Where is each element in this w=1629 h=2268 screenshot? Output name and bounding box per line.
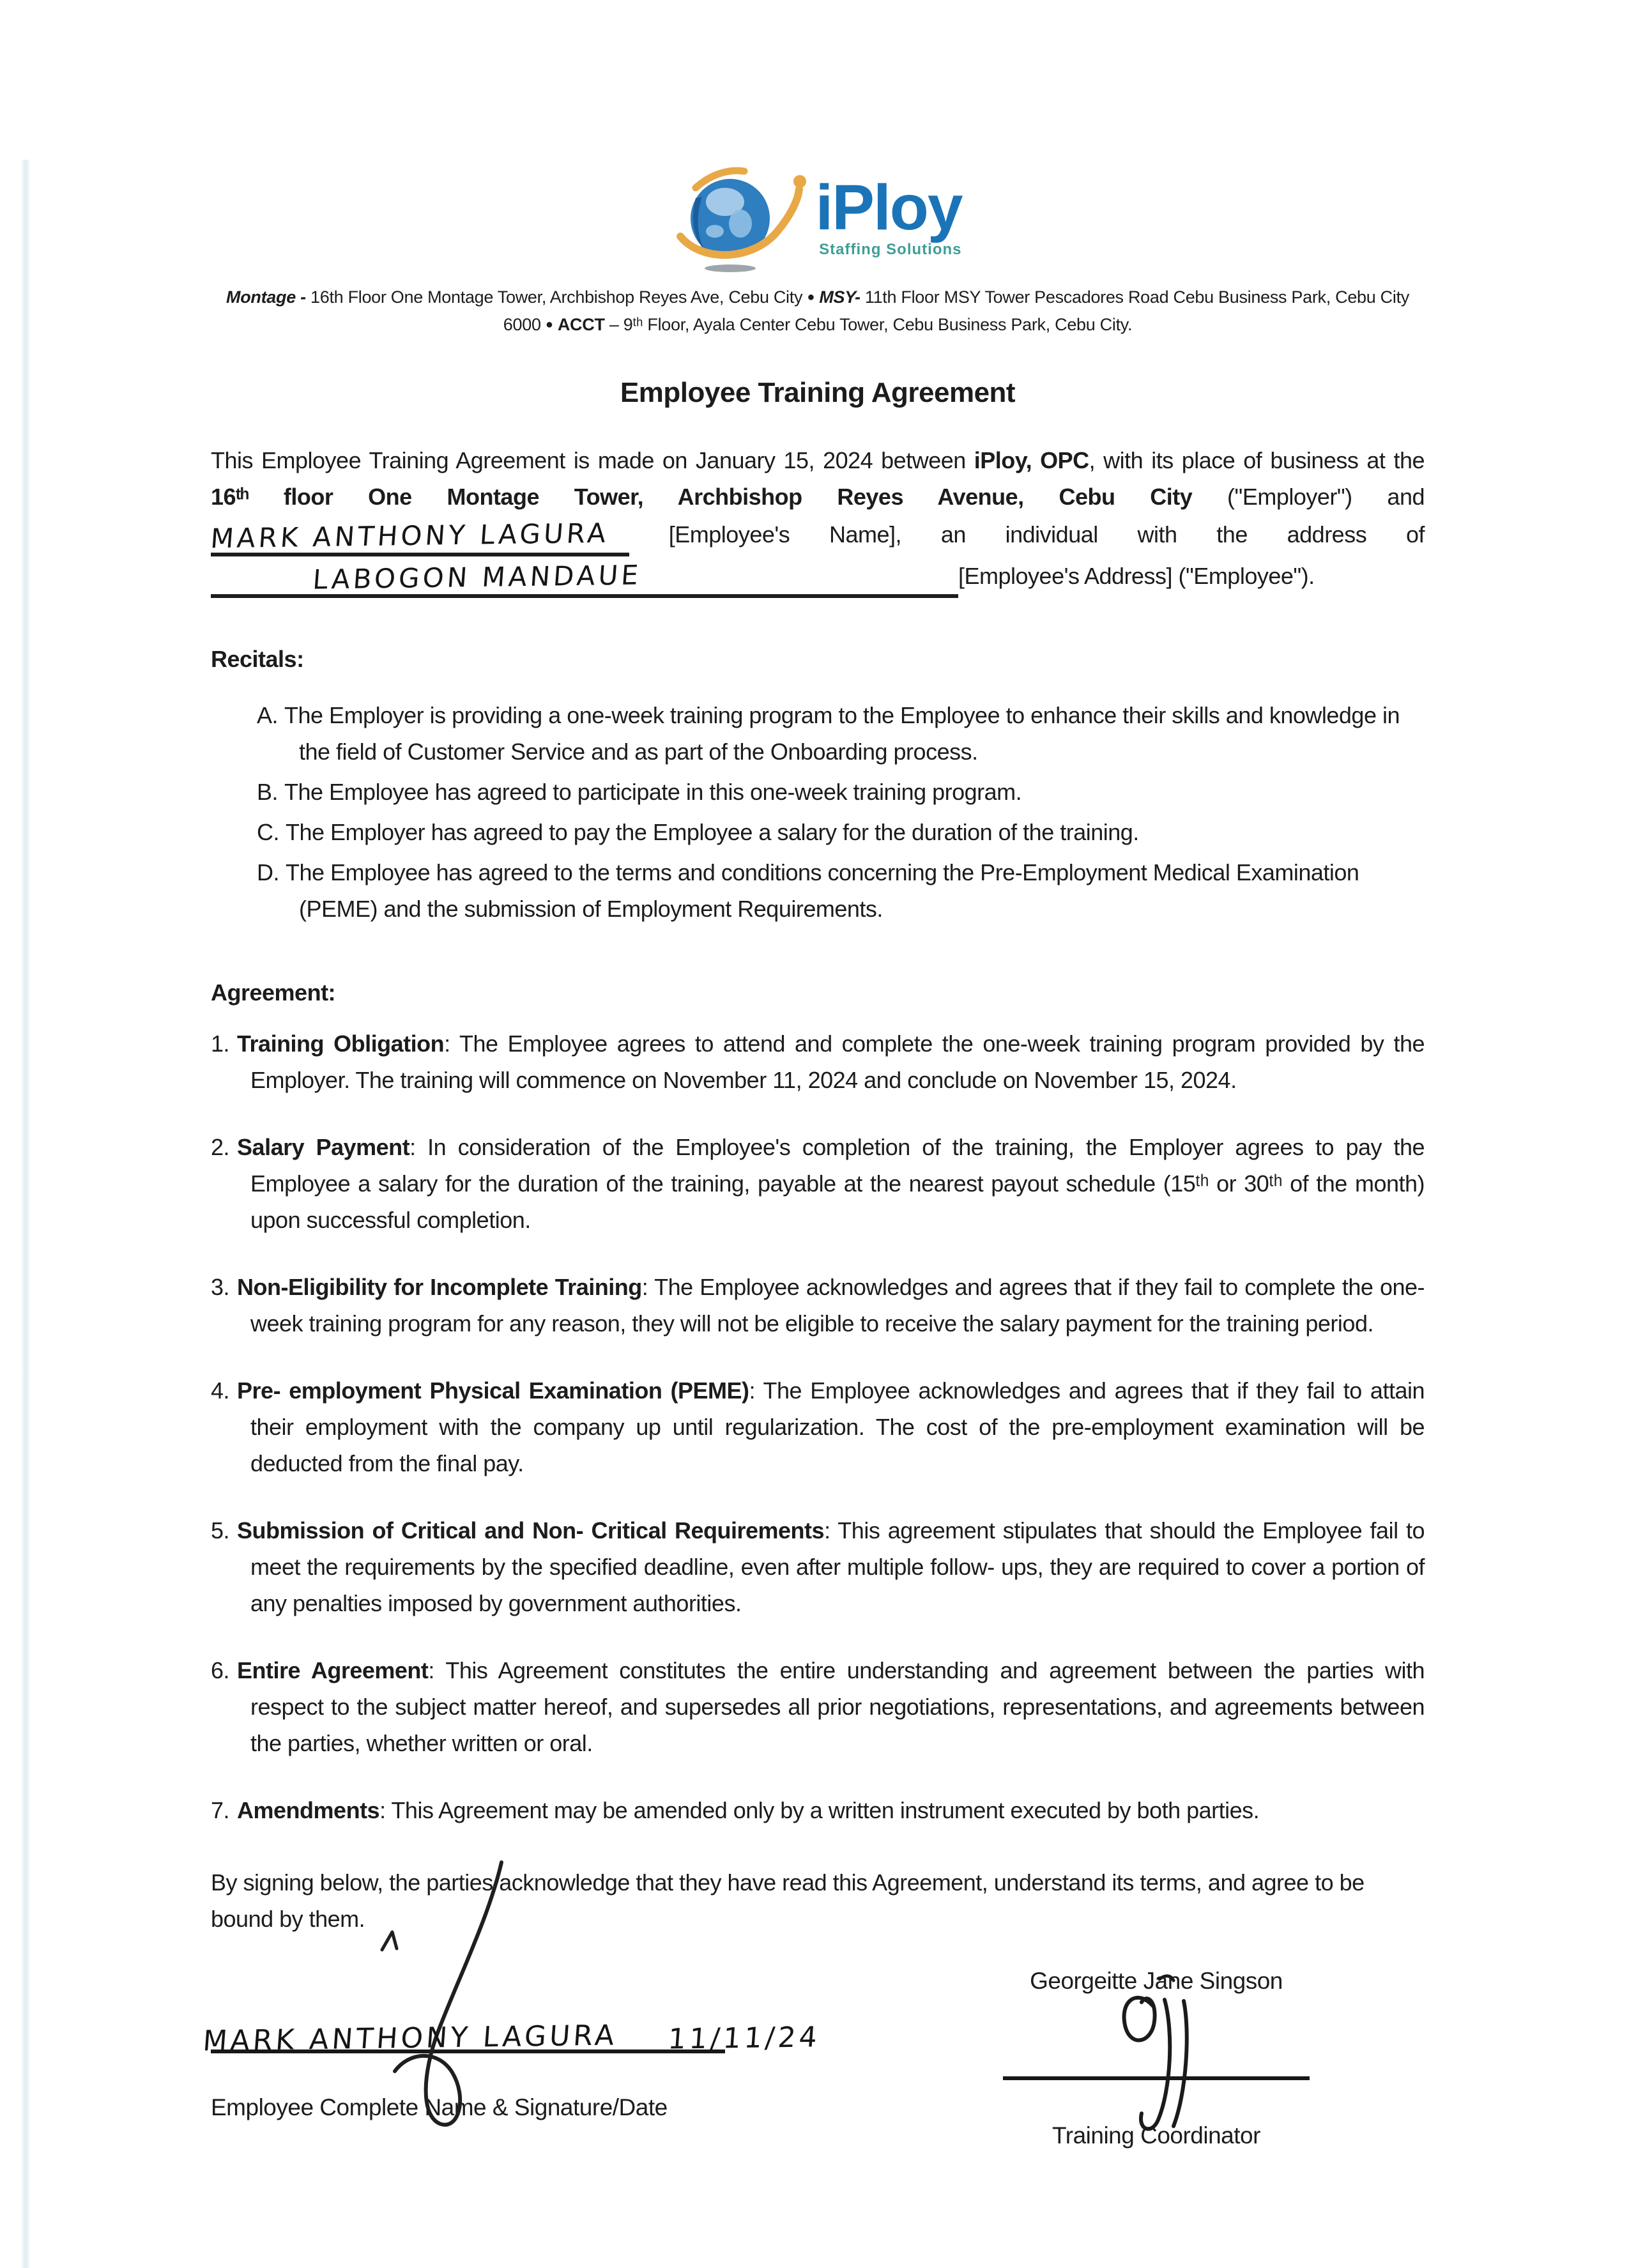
employee-name-and-date — [201, 2019, 822, 2058]
intro-text-4: [Employee's Name], an individual with the address of — [629, 521, 1425, 548]
agreement-clauses — [211, 1025, 1425, 1828]
clause-text: : This agreement stipulates that should the Employee fail to meet the requirements by the specified deadline, even after multiple follow- ups, they are required to cover a portion of any penalties imposed by government authorities. — [250, 1517, 1425, 1616]
recitals-heading: Recitals: — [211, 646, 304, 672]
intro-text-3: ("Employer") and — [1192, 484, 1425, 510]
clause-entire-agreement — [211, 1652, 1425, 1761]
recital-item-a — [257, 697, 1425, 770]
intro-company-bold: iPloy, OPC — [974, 447, 1089, 473]
clause-text: : The Employee acknowledges and agrees that if they fail to complete the one-week training program for any reason, they will not be eligible to receive the salary payment for the training period. — [250, 1274, 1425, 1337]
clause-number: 6. — [211, 1657, 230, 1683]
employee-signature-line — [201, 2019, 822, 2058]
coordinator-name: Georgeitte Jane Singson — [1030, 1968, 1283, 1994]
msy-office-text: 11th Floor MSY Tower Pescadores Road Cebu Business Park, Cebu City 6000 — [503, 287, 1409, 334]
clause-number: 5. — [211, 1517, 230, 1544]
clause-salary-payment — [211, 1129, 1425, 1238]
clause-title: Training Obligation — [237, 1031, 445, 1057]
employee-signature-block — [201, 1968, 822, 2121]
coordinator-signature-line — [1003, 2076, 1310, 2080]
brand-name: iPloy — [815, 172, 962, 243]
handwritten-employee-name: MARK ANTHONY LAGURA — [209, 517, 610, 555]
clause-number: 1. — [211, 1031, 230, 1057]
clause-requirements — [211, 1512, 1425, 1621]
bullet-separator: ● — [807, 290, 815, 304]
recital-text: The Employee has agreed to participate in this one-week training program. — [284, 779, 1022, 805]
recital-label: D. — [257, 859, 279, 885]
brand-tagline: Staffing Solutions — [819, 241, 962, 258]
clause-amendments — [211, 1792, 1425, 1828]
recital-item-c — [257, 814, 1425, 850]
brand-text-block — [815, 172, 962, 259]
acct-office-label: ACCT — [557, 315, 605, 334]
handwritten-signature-name: MARK ANTHONY LAGURA — [201, 2019, 619, 2058]
intro-text-1: This Employee Training Agreement is made on January 15, 2024 between — [211, 447, 974, 473]
clause-training-obligation — [211, 1025, 1425, 1098]
signature-section — [201, 1968, 1425, 2179]
bullet-separator: ● — [545, 318, 553, 332]
clause-title: Entire Agreement — [237, 1657, 429, 1683]
globe-icon — [674, 160, 809, 275]
clause-title: Non-Eligibility for Incomplete Training — [237, 1274, 642, 1300]
coordinator-title-label: Training Coordinator — [1052, 2122, 1260, 2149]
clause-peme — [211, 1372, 1425, 1482]
recital-text: The Employer has agreed to pay the Employee a salary for the duration of the training. — [286, 819, 1139, 845]
intro-address-bold: 16ᵗʰ floor One Montage Tower, Archbishop Reyes Avenue, Cebu City — [211, 484, 1193, 510]
clause-number: 4. — [211, 1377, 230, 1404]
document-title: Employee Training Agreement — [620, 377, 1016, 408]
intro-paragraph — [211, 442, 1425, 598]
recital-text: The Employer is providing a one-week training program to the Employee to enhance their skills and knowledge in the field of Customer Service and as part of the Onboarding process. — [284, 702, 1400, 765]
employee-signature-label: Employee Complete Name & Signature/Date — [211, 2094, 668, 2120]
recital-text: The Employee has agreed to the terms and conditions concerning the Pre-Employment Medical Examination (PEME) and the submission of Employment Requirements. — [286, 859, 1359, 922]
clause-title: Submission of Critical and Non- Critical Requirements — [237, 1517, 825, 1544]
scan-edge-artifact — [20, 160, 31, 2268]
agreement-heading: Agreement: — [211, 979, 336, 1006]
employee-name-blank — [211, 515, 629, 556]
clause-title: Salary Payment — [237, 1134, 410, 1160]
office-addresses — [211, 284, 1425, 339]
closing-paragraph: By signing below, the parties acknowledge that they have read this Agreement, understand its terms, and agree to be bound by them. — [211, 1869, 1365, 1932]
clause-title: Amendments — [237, 1797, 380, 1823]
msy-office-label: MSY- — [819, 287, 860, 307]
employee-address-blank — [211, 556, 958, 598]
clause-text: : In consideration of the Employee's completion of the training, the Employer agrees to pay the Employee a salary for the duration of the training, payable at the nearest payout schedule (15ᵗʰ or 30ᵗʰ of the month) upon successful completion. — [250, 1134, 1425, 1233]
clause-number: 3. — [211, 1274, 230, 1300]
montage-office-label: Montage - — [226, 287, 306, 307]
recital-item-d — [257, 854, 1425, 927]
clause-number: 2. — [211, 1134, 230, 1160]
montage-office-text: 16th Floor One Montage Tower, Archbishop Reyes Ave, Cebu City — [310, 287, 803, 307]
handwritten-signature-date: 11/11/24 — [666, 2021, 822, 2056]
clause-non-eligibility — [211, 1269, 1425, 1342]
iploy-logo — [211, 160, 1425, 275]
recital-label: A. — [257, 702, 279, 728]
clause-title: Pre- employment Physical Examination (PEME) — [237, 1377, 749, 1404]
recitals-list — [211, 697, 1425, 927]
handwritten-employee-address: LABOGON MANDAUE — [311, 559, 643, 595]
document-page — [0, 160, 1629, 2268]
clause-text: : The Employee acknowledges and agrees that if they fail to attain their employment with the company up until regularization. The cost of the pre-employment examination will be deducted from the final pay. — [250, 1377, 1425, 1476]
clause-text: : This Agreement may be amended only by a written instrument executed by both parties. — [379, 1797, 1260, 1823]
clause-text: : The Employee agrees to attend and complete the one-week training program provided by the Employer. The training will commence on November 11, 2024 and conclude on November 15, 2024. — [250, 1031, 1425, 1093]
recital-label: C. — [257, 819, 279, 845]
intro-text-2: , with its place of business at the — [1089, 447, 1425, 473]
recital-label: B. — [257, 779, 279, 805]
acct-office-text: – 9ᵗʰ Floor, Ayala Center Cebu Tower, Cebu Business Park, Cebu City. — [609, 315, 1133, 334]
intro-text-5: [Employee's Address] ("Employee"). — [958, 563, 1315, 589]
recital-item-b — [257, 774, 1425, 810]
clause-number: 7. — [211, 1797, 230, 1823]
coordinator-signature-block — [965, 1968, 1348, 2149]
clause-text: : This Agreement constitutes the entire understanding and agreement between the parties with respect to the subject matter hereof, and supersedes all prior negotiations, representations, and agreements between the parties, whether written or oral. — [250, 1657, 1425, 1756]
